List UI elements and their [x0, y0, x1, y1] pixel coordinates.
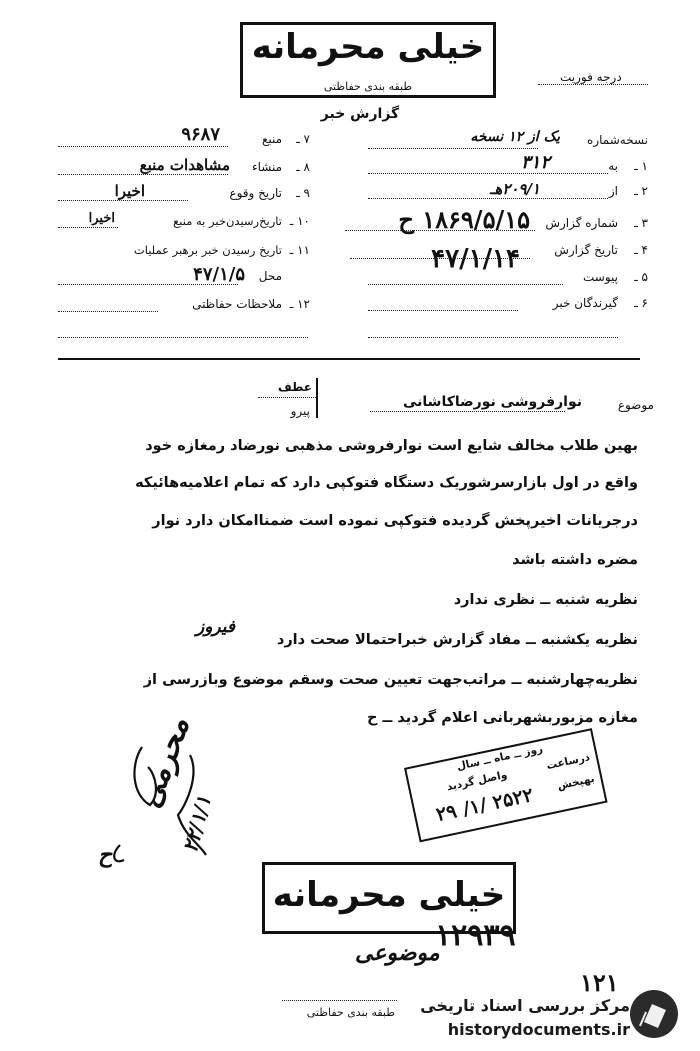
- subject-vertical-rule: [316, 378, 318, 418]
- field-attachment-label: پیوست: [583, 270, 618, 284]
- field-location-label: محل: [258, 269, 282, 283]
- field-to-value: ۳۱۲: [520, 152, 550, 173]
- urgency-label: درجه فوریت: [560, 70, 622, 84]
- field-source-value: ۹۶۸۷: [181, 124, 220, 145]
- field-4-num: ۴ ـ: [634, 243, 648, 257]
- handwritten-marginal: ۲۲/۱/۱: [177, 793, 216, 855]
- receipt-stamp-line-3: واصل گردید: [445, 768, 509, 794]
- field-9-num: ۹ ـ: [296, 186, 310, 200]
- field-origin-label: منشاء: [251, 160, 282, 174]
- handwritten-marginal-2: ح: [98, 842, 113, 868]
- footer-classification-caption: طبقه بندی حفاظتی: [306, 1006, 395, 1019]
- receipt-stamp-line-4: بهپخش: [556, 772, 596, 793]
- bottom-stamp-text: خیلی محرمانه: [272, 875, 506, 915]
- field-6-num: ۶ ـ: [634, 296, 648, 310]
- field-report-date-label: تاریخ گزارش: [554, 243, 618, 257]
- handwritten-note-firouz: فیروز: [196, 617, 236, 637]
- body-line-8: مغازه مزبوربشهربانی اعلام گردید ــ ح: [366, 710, 638, 726]
- receipt-stamp-line-2: درساعت: [545, 751, 592, 773]
- field-occurrence-value: اخیرا: [114, 182, 145, 200]
- field-report-number-label: شماره گزارش: [545, 216, 618, 230]
- watermark-logo-icon: [630, 990, 678, 1038]
- field-occurrence-label: تاریخ وقوع: [229, 186, 282, 200]
- field-received-operations-label: تاریخ رسیدن خبر برهبر عملیات: [133, 243, 282, 257]
- body-line-5: نظریه شنبه ــ نظری ندارد: [453, 592, 638, 608]
- section-divider: [58, 358, 640, 360]
- field-3-num: ۳ ـ: [634, 216, 648, 230]
- body-line-6: نظریه یکشنبه ــ مفاد گزارش خبراحتمالا صحت دارد: [276, 632, 638, 648]
- watermark-title: مرکز بررسی اسناد تاریخی: [420, 996, 630, 1015]
- report-title: گزارش خبر: [320, 106, 400, 122]
- field-8-num: ۸ ـ: [296, 160, 310, 174]
- copy-number-label: نسخه‌شماره: [587, 133, 648, 147]
- field-12-num: ۱۲ ـ: [289, 297, 310, 311]
- body-line-4: مضره داشته باشد: [512, 552, 638, 568]
- field-1-num: ۱ ـ: [634, 159, 648, 173]
- body-line-1: بهین طلاب مخالف شایع است نوارفروشی مذهبی نورضاد رمغازه خود: [145, 438, 638, 454]
- handwritten-page-number: ۱۲۱: [580, 968, 619, 997]
- receipt-stamp-number: ۲۵۲۲ /۱/ ۲۹: [434, 784, 536, 827]
- footer-dots: [282, 1000, 397, 1001]
- field-to-label: به: [608, 159, 618, 173]
- body-line-7: نظریه‌چهارشنبه ــ مراتب‌جهت تعیین صحت وسقم موضوع وبازرسی از: [143, 672, 638, 688]
- field-recipients-label: گیرندگان خبر: [552, 296, 618, 310]
- watermark-url: historydocuments.ir: [447, 1020, 630, 1039]
- field-11-num: ۱۱ ـ: [289, 243, 310, 257]
- top-classification-stamp: [240, 22, 496, 98]
- subject-label: موضوع: [617, 398, 654, 412]
- field-report-number-value: ۱۸۶۹/۵/۱۵ ح: [398, 205, 530, 234]
- handwritten-number: ۱۲۹۳۹: [435, 918, 516, 953]
- field-received-source-label: تاریخ‌رسیدن‌خبر به منبع: [173, 214, 282, 228]
- body-line-3: درجریانات اخیرپخش گردیده فتوکپی نموده است ضمناامکان دارد نوار: [152, 513, 638, 529]
- subject-value: نوارفروشی نورضاکاشانی: [403, 394, 582, 410]
- body-line-2: واقع در اول بازارسرشوریک دستگاه فتوکپی دارد که تمام اعلامیه‌هائیکه: [135, 475, 638, 491]
- field-location-value: ۴۷/۱/۵: [193, 264, 245, 285]
- field-7-num: ۷ ـ: [296, 132, 310, 146]
- field-source-label: منبع: [261, 132, 282, 146]
- handwritten-signature: محرمی: [132, 712, 197, 813]
- receipt-stamp-line-1: روز ــ ماه ــ سال: [455, 742, 544, 773]
- receipt-stamp: [404, 728, 608, 842]
- field-5-num: ۵ ـ: [634, 270, 648, 284]
- follow-up-label: پیرو: [290, 404, 310, 418]
- classification-caption: طبقه بندی حفاظتی: [323, 80, 413, 93]
- field-10-num: ۱۰ ـ: [289, 214, 310, 228]
- field-from-label: از: [608, 184, 618, 198]
- handwritten-folder: موضوعی: [355, 940, 440, 966]
- field-security-notes-label: ملاحظات حفاظتی: [192, 297, 282, 311]
- field-origin-value: مشاهدات منبع: [139, 156, 230, 174]
- field-report-date-value: ۴۷/۱/۱۴: [431, 244, 520, 274]
- field-received-source-value: اخیرا: [88, 211, 115, 226]
- copy-number-value: یک از ۱۲ نسخه: [470, 129, 560, 145]
- field-from-value: ۲۰۹/۱هـ: [489, 180, 540, 198]
- signature-strokes: [90, 735, 250, 895]
- reference-label: عطف: [277, 380, 312, 394]
- top-stamp-text: خیلی محرمانه: [251, 27, 485, 67]
- field-2-num: ۲ ـ: [634, 184, 648, 198]
